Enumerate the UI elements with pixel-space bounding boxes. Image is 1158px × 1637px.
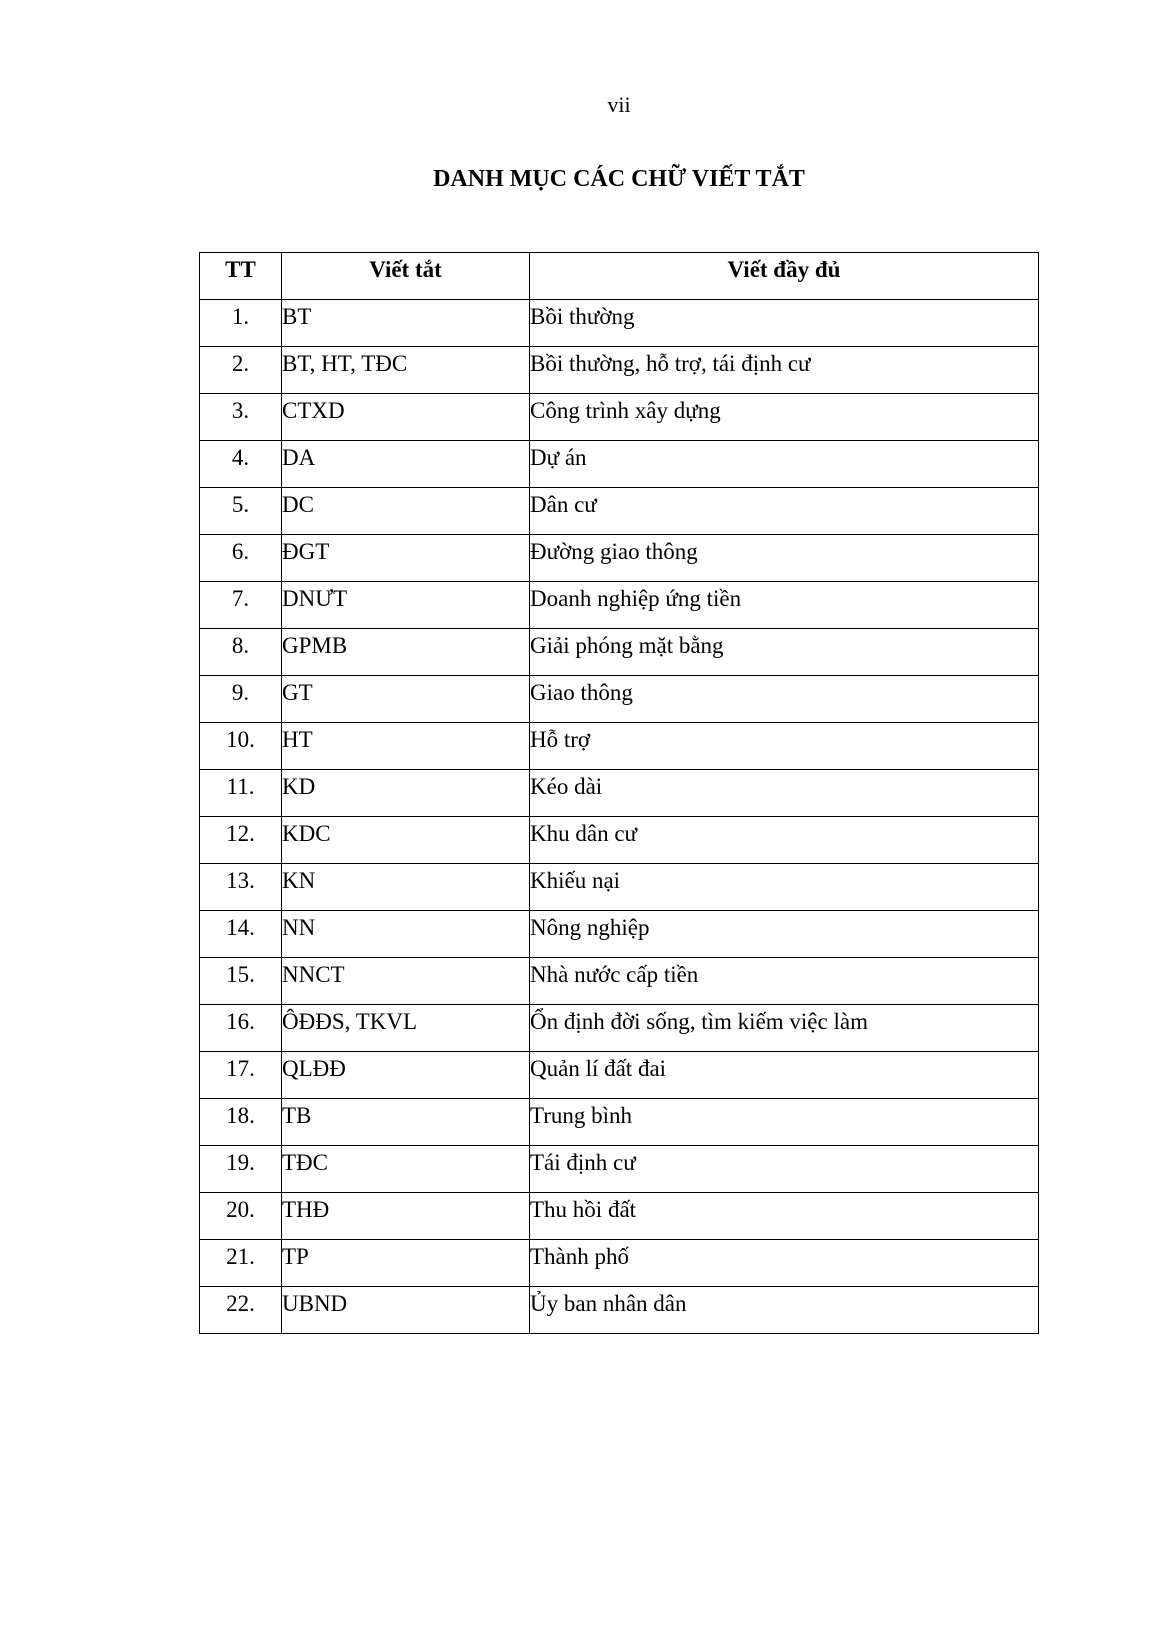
row-number: 18. (200, 1099, 282, 1146)
full-form: Khiếu nại (530, 864, 1039, 911)
full-form: Thu hồi đất (530, 1193, 1039, 1240)
abbreviation: UBND (282, 1287, 530, 1334)
abbreviation: KDC (282, 817, 530, 864)
table-row (200, 911, 1039, 958)
table-row (200, 864, 1039, 911)
abbreviation: ÔĐĐS, TKVL (282, 1005, 530, 1052)
table-row (200, 582, 1039, 629)
abbreviation: NN (282, 911, 530, 958)
full-form: Ổn định đời sống, tìm kiếm việc làm (530, 1005, 1039, 1052)
table-row (200, 1099, 1039, 1146)
full-form: Giao thông (530, 676, 1039, 723)
header-abbreviation: Viết tắt (282, 253, 530, 300)
page-number: vii (607, 92, 631, 117)
abbreviation: GPMB (282, 629, 530, 676)
full-form: Khu dân cư (530, 817, 1039, 864)
abbreviation: BT (282, 300, 530, 347)
abbreviation: TP (282, 1240, 530, 1287)
table-row (200, 958, 1039, 1005)
abbreviation: DA (282, 441, 530, 488)
full-form: Công trình xây dựng (530, 394, 1039, 441)
full-form: Doanh nghiệp ứng tiền (530, 582, 1039, 629)
full-form: Đường giao thông (530, 535, 1039, 582)
row-number: 14. (200, 911, 282, 958)
full-form: Bồi thường (530, 300, 1039, 347)
abbreviation: ĐGT (282, 535, 530, 582)
full-form: Trung bình (530, 1099, 1039, 1146)
full-form: Ủy ban nhân dân (530, 1287, 1039, 1334)
table-row (200, 300, 1039, 347)
row-number: 9. (200, 676, 282, 723)
abbreviation: KN (282, 864, 530, 911)
row-number: 7. (200, 582, 282, 629)
table-row (200, 1146, 1039, 1193)
abbreviation: QLĐĐ (282, 1052, 530, 1099)
abbreviation: TĐC (282, 1146, 530, 1193)
table-header-row (200, 253, 1039, 300)
row-number: 10. (200, 723, 282, 770)
full-form: Tái định cư (530, 1146, 1039, 1193)
abbreviation: DNƯT (282, 582, 530, 629)
table-row (200, 629, 1039, 676)
abbreviations-table (199, 252, 1039, 1334)
full-form: Kéo dài (530, 770, 1039, 817)
row-number: 4. (200, 441, 282, 488)
row-number: 13. (200, 864, 282, 911)
header-full-form: Viết đầy đủ (530, 253, 1039, 300)
abbreviation: KD (282, 770, 530, 817)
row-number: 3. (200, 394, 282, 441)
page-title: DANH MỤC CÁC CHỮ VIẾT TẮT (433, 166, 805, 192)
table-row (200, 488, 1039, 535)
row-number: 6. (200, 535, 282, 582)
table-row (200, 770, 1039, 817)
table-row (200, 347, 1039, 394)
row-number: 12. (200, 817, 282, 864)
full-form: Nông nghiệp (530, 911, 1039, 958)
table-row (200, 1052, 1039, 1099)
abbreviation: HT (282, 723, 530, 770)
full-form: Nhà nước cấp tiền (530, 958, 1039, 1005)
abbreviation: THĐ (282, 1193, 530, 1240)
table-row (200, 441, 1039, 488)
row-number: 19. (200, 1146, 282, 1193)
table-row (200, 723, 1039, 770)
full-form: Bồi thường, hỗ trợ, tái định cư (530, 347, 1039, 394)
full-form: Quản lí đất đai (530, 1052, 1039, 1099)
table-row (200, 676, 1039, 723)
row-number: 11. (200, 770, 282, 817)
table-row (200, 535, 1039, 582)
row-number: 15. (200, 958, 282, 1005)
full-form: Dự án (530, 441, 1039, 488)
row-number: 22. (200, 1287, 282, 1334)
row-number: 2. (200, 347, 282, 394)
table-body (200, 300, 1039, 1334)
row-number: 16. (200, 1005, 282, 1052)
full-form: Hỗ trợ (530, 723, 1039, 770)
abbreviation: NNCT (282, 958, 530, 1005)
table-row (200, 1287, 1039, 1334)
abbreviation: GT (282, 676, 530, 723)
row-number: 20. (200, 1193, 282, 1240)
abbreviation: TB (282, 1099, 530, 1146)
row-number: 1. (200, 300, 282, 347)
abbreviation: CTXD (282, 394, 530, 441)
abbreviation: DC (282, 488, 530, 535)
table-row (200, 1005, 1039, 1052)
row-number: 5. (200, 488, 282, 535)
table-row (200, 1240, 1039, 1287)
header-tt: TT (200, 253, 282, 300)
full-form: Dân cư (530, 488, 1039, 535)
row-number: 8. (200, 629, 282, 676)
full-form: Giải phóng mặt bằng (530, 629, 1039, 676)
row-number: 17. (200, 1052, 282, 1099)
row-number: 21. (200, 1240, 282, 1287)
table-row (200, 1193, 1039, 1240)
full-form: Thành phố (530, 1240, 1039, 1287)
abbreviation: BT, HT, TĐC (282, 347, 530, 394)
table-row (200, 394, 1039, 441)
table-row (200, 817, 1039, 864)
